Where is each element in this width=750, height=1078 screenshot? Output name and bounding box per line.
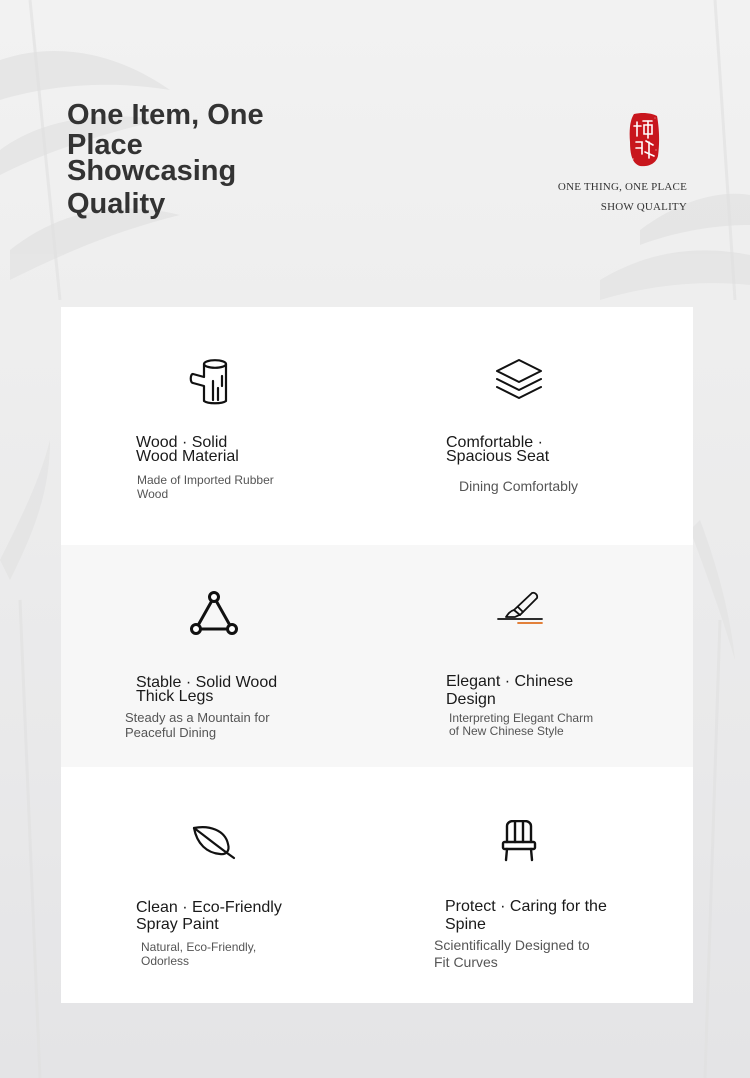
feature-thick-legs <box>61 545 377 767</box>
feature-title: Clean · Eco-Friendly Spray Paint <box>136 899 282 933</box>
feature-title: Stable · Solid Wood Thick Legs <box>136 674 278 705</box>
feature-title: Protect · Caring for the Spine <box>445 898 607 933</box>
headline-line-4: Quality <box>67 188 166 220</box>
seal-caption-line-2: SHOW QUALITY <box>600 201 687 213</box>
features-row-3 <box>61 767 693 1003</box>
seal-caption-line-1: ONE THING, ONE PLACE <box>557 181 687 193</box>
features-card <box>61 307 693 1003</box>
feature-description: Interpreting Elegant Charm of New Chinese Style <box>449 711 594 738</box>
features-row-1 <box>61 307 693 545</box>
red-seal-logo <box>628 112 660 168</box>
feature-title: Comfortable · Spacious Seat <box>446 434 550 465</box>
feature-title: Wood · Solid Wood Material <box>136 434 239 465</box>
features-row-2 <box>61 545 693 767</box>
feature-description: Steady as a Mountain for Peaceful Dining <box>125 710 270 740</box>
feature-spacious-seat <box>377 307 693 545</box>
feature-description: Natural, Eco-Friendly, Odorless <box>141 940 257 968</box>
feature-chinese-design <box>377 545 693 767</box>
leaf-icon <box>191 824 237 861</box>
seal-caption <box>558 177 687 217</box>
layers-icon <box>494 358 544 401</box>
feature-description: Scientifically Designed to Fit Curves <box>434 937 590 970</box>
headline-line-2: Place <box>67 129 143 161</box>
headline <box>67 100 327 219</box>
headline-line-1: One Item, One <box>67 99 264 131</box>
feature-solid-wood <box>61 307 377 545</box>
feature-eco-paint <box>61 767 377 1003</box>
feature-title: Elegant · Chinese Design <box>446 673 574 708</box>
chair-icon <box>501 820 537 862</box>
headline-line-3: Showcasing <box>67 155 237 187</box>
feature-spine-care <box>377 767 693 1003</box>
feature-description: Dining Comfortably <box>459 478 579 494</box>
brush-icon <box>496 590 544 626</box>
wood-log-icon <box>189 358 229 406</box>
feature-description: Made of Imported Rubber Wood <box>137 473 274 501</box>
triangle-icon <box>190 591 238 635</box>
